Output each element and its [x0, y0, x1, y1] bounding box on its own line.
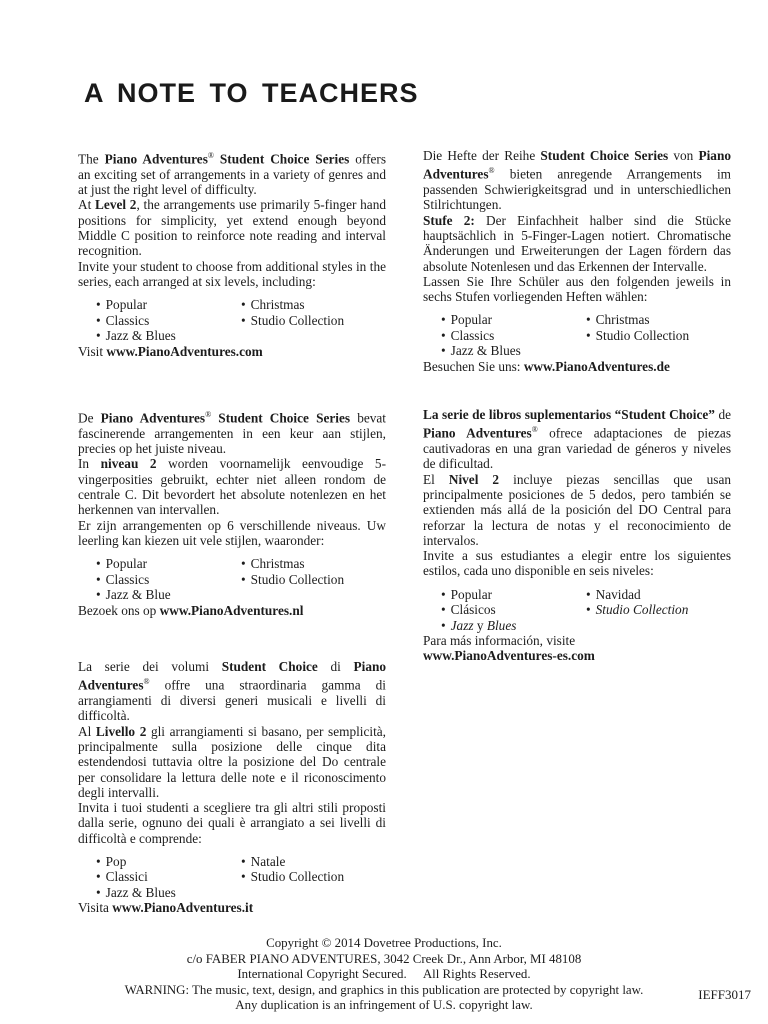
text-segment: , the arrangements use primarily 5-finger hand positions for simplicity, yet extend enough beyond Middle C position to reinforce note reading and interval recognition.: [78, 197, 386, 259]
list-item: [96, 854, 241, 870]
text-block-italian: [78, 659, 386, 916]
style-list: [96, 556, 386, 603]
list-item: [586, 602, 688, 618]
paragraph: [423, 633, 731, 664]
text-segment: worden voornamelijk eenvoudige 5-vingerposities gebruikt, echter niet alleen rondom de centrale C. Dit bevordert het absolute notenlezen en het herkennen van intervallen.: [78, 456, 386, 518]
text-segment: Level 2: [95, 197, 137, 213]
text-segment: Jazz: [450, 617, 474, 633]
list-item-label: Navidad: [595, 586, 641, 602]
text-segment: In: [78, 456, 101, 472]
list-item-label: Classics: [105, 312, 150, 328]
list-item: [441, 587, 586, 603]
text-segment: gli arrangiamenti si basano, per semplicità, principalmente sulla posizione delle cinque dita estendendosi tuttavia oltre la posizione del Do centrale per consolidare la lettura delle note e il riconoscimento degli intervalli.: [78, 723, 386, 800]
text-segment: Piano Adventures: [423, 425, 532, 441]
paragraph: [423, 148, 731, 213]
registered-trademark-mark: ®: [143, 677, 150, 687]
list-item-label: Popular: [450, 586, 493, 602]
text-segment: www.PianoAdventures.it: [112, 900, 254, 916]
text-segment: von: [668, 148, 699, 163]
bullet-icon: •: [586, 586, 591, 602]
list-item-label: Popular: [105, 297, 148, 313]
bullet-icon: •: [96, 869, 101, 885]
text-segment: www.PianoAdventures.de: [523, 358, 670, 374]
text-segment: niveau 2: [100, 456, 157, 472]
bullet-icon: •: [441, 312, 446, 328]
text-block-german: [423, 148, 731, 374]
paragraph: [78, 344, 386, 359]
bullet-icon: •: [241, 853, 246, 869]
text-segment: www.PianoAdventures.com: [106, 343, 263, 359]
list-item-label: Studio Collection: [250, 869, 345, 885]
list-item-label: Pop: [105, 853, 127, 869]
text-segment: Visit: [78, 343, 107, 359]
style-list: [441, 312, 731, 359]
bullet-icon: •: [96, 853, 101, 869]
list-column: [441, 312, 586, 359]
text-segment: De: [78, 410, 101, 426]
list-item: [241, 297, 344, 313]
list-item: [241, 854, 344, 870]
text-segment: Student Choice: [221, 659, 318, 674]
paragraph: [78, 259, 386, 290]
text-segment: At: [78, 197, 96, 213]
list-item-label: Studio Collection: [250, 312, 345, 328]
text-segment: www.PianoAdventures.nl: [159, 602, 304, 618]
text-segment: offers an exciting set of arrangements in a variety of genres and at just the right level of difficulty.: [78, 151, 387, 198]
text-segment: de: [714, 407, 731, 422]
text-segment: di: [317, 659, 354, 674]
registered-trademark-mark: ®: [531, 425, 538, 435]
text-segment: Piano Adventures: [423, 148, 731, 182]
paragraph: [423, 213, 731, 274]
text-block-spanish: [423, 407, 731, 664]
list-item-label: Natale: [250, 853, 286, 869]
paragraph: [78, 407, 386, 456]
text-segment: Al: [78, 723, 96, 739]
copyright-line: Copyright © 2014 Dovetree Productions, Inc.: [266, 936, 502, 950]
text-segment: Visita: [78, 900, 113, 916]
text-segment: Stufe 2:: [423, 212, 475, 228]
list-item: [441, 602, 586, 618]
list-item-label: Classics: [105, 571, 150, 587]
bullet-icon: •: [586, 312, 591, 328]
text-segment: incluye piezas sencillas que usan principalmente posiciones de 5 dedos, pero también se extienden más allá de la posición del DO Central para reforzar la lectura de notas y el reconocimiento de intervalos.: [423, 471, 731, 548]
text-segment: La serie de libros suplementarios “Student Choice”: [423, 407, 715, 422]
paragraph: [423, 359, 731, 374]
rights-line: International Copyright Secured. All Rights Reserved.: [237, 967, 531, 982]
text-segment: Para más información, visite: [423, 633, 576, 649]
list-item-label: Studio Collection: [595, 327, 690, 343]
list-item-label: [451, 618, 517, 633]
text-segment: Student Choice Series: [540, 148, 669, 163]
list-item: [96, 313, 241, 329]
list-item: [586, 328, 689, 344]
list-column: [241, 854, 344, 901]
text-segment: Piano Adventures: [104, 151, 208, 167]
style-list: [96, 854, 386, 901]
text-segment: Besuchen Sie uns:: [423, 358, 524, 374]
paragraph: [78, 659, 386, 724]
list-item: [96, 556, 241, 572]
text-segment: Blues: [486, 617, 517, 633]
bullet-icon: •: [96, 884, 101, 900]
text-segment: Lassen Sie Ihre Schüler aus den folgenden jeweils in sechs Stufen vorliegenden Heften wählen:: [423, 273, 731, 305]
style-list: [96, 297, 386, 344]
publisher-address-line: c/o FABER PIANO ADVENTURES, 3042 Creek Dr., Ann Arbor, MI 48108: [186, 951, 582, 966]
paragraph: [78, 900, 386, 915]
list-item: [586, 312, 689, 328]
text-segment: bevat fascinerende arrangementen in een keur aan stijlen, precies op het juiste niveau.: [78, 410, 386, 457]
text-segment: y: [473, 617, 487, 633]
list-column: [96, 556, 241, 603]
list-item: [96, 572, 241, 588]
paragraph: [78, 800, 386, 846]
paragraph: [78, 148, 386, 197]
text-segment: ofrece adaptaciones de piezas cautivadoras en una gran variedad de géneros y niveles de dificultad.: [423, 425, 731, 472]
list-item: [241, 869, 344, 885]
bullet-icon: •: [96, 571, 101, 587]
list-item-label: [596, 602, 689, 617]
list-item-label: Popular: [450, 312, 493, 328]
paragraph: [423, 407, 731, 472]
bullet-icon: •: [441, 586, 446, 602]
copyright-footer: [0, 936, 768, 1014]
list-column: [241, 297, 344, 344]
text-segment: Er zijn arrangementen op 6 verschillende niveaus. Uw leerling kan kiezen uit vele stijlen, waaronder:: [78, 517, 386, 548]
text-segment: Invita i tuoi studenti a scegliere tra gli altri stili proposti dalla serie, ognuno dei quali è arrangiato a sei livelli di difficoltà e comprende:: [78, 800, 386, 846]
bullet-icon: •: [441, 327, 446, 343]
text-block-english: [78, 148, 386, 359]
list-item-label: Classics: [450, 327, 495, 343]
list-column: [586, 587, 688, 634]
bullet-icon: •: [96, 587, 101, 603]
paragraph: [423, 548, 731, 579]
list-item-label: Jazz & Blue: [105, 587, 171, 603]
text-block-dutch: [78, 407, 386, 618]
bullet-icon: •: [96, 328, 101, 344]
list-item-label: Christmas: [250, 297, 305, 313]
paragraph: [78, 724, 386, 800]
list-column: [441, 587, 586, 634]
list-item: [96, 885, 241, 901]
list-item-label: Studio Collection: [250, 571, 345, 587]
list-item-label: Jazz & Blues: [105, 884, 176, 900]
text-segment: Student Choice Series: [211, 410, 351, 426]
list-item: [241, 313, 344, 329]
text-segment: Nivel 2: [448, 471, 500, 487]
list-item: [441, 618, 586, 634]
list-item-label: Clásicos: [450, 602, 496, 618]
paragraph: [78, 603, 386, 618]
bullet-icon: •: [441, 617, 446, 633]
duplication-line: Any duplication is an infringement of U.S. copyright law.: [235, 998, 533, 1013]
text-segment: El: [423, 471, 449, 487]
text-segment: Die Hefte der Reihe: [423, 148, 541, 163]
list-item: [96, 328, 241, 344]
bullet-icon: •: [241, 297, 246, 313]
paragraph: [78, 456, 386, 517]
text-segment: Invite a sus estudiantes a elegir entre los siguientes estilos, cada uno disponible en seis niveles:: [423, 548, 731, 579]
list-item-label: Popular: [105, 556, 148, 572]
page-title: A NOTE TO TEACHERS: [84, 78, 419, 108]
list-item: [241, 556, 344, 572]
list-item: [441, 312, 586, 328]
list-item: [441, 328, 586, 344]
product-code: IEFF3017: [698, 987, 751, 1002]
text-segment: Studio Collection: [595, 602, 689, 618]
bullet-icon: •: [241, 571, 246, 587]
bullet-icon: •: [586, 327, 591, 343]
list-item: [586, 587, 688, 603]
list-item-label: Christmas: [250, 556, 305, 572]
registered-trademark-mark: ®: [207, 151, 214, 160]
bullet-icon: •: [441, 343, 446, 359]
warning-line: WARNING: The music, text, design, and graphics in this publication are protected by copyright law.: [124, 982, 644, 997]
list-item-label: Classici: [105, 869, 148, 885]
bullet-icon: •: [241, 869, 246, 885]
style-list: [441, 587, 731, 634]
list-item-label: Jazz & Blues: [450, 343, 521, 359]
text-segment: www.PianoAdventures-es.com: [423, 648, 595, 664]
text-segment: Student Choice Series: [213, 151, 350, 167]
registered-trademark-mark: ®: [488, 166, 495, 176]
bullet-icon: •: [586, 602, 591, 618]
list-item-label: Christmas: [595, 312, 650, 328]
list-column: [241, 556, 344, 603]
text-segment: bieten anregende Arrangements im passenden Schwierigkeitsgrad und in unterschiedlichen Stilrichtungen.: [423, 166, 731, 213]
list-column: [96, 297, 241, 344]
text-segment: Bezoek ons op: [78, 602, 160, 618]
bullet-icon: •: [241, 312, 246, 328]
paragraph: [78, 518, 386, 549]
text-segment: The: [78, 151, 105, 167]
text-segment: Piano Adventures: [100, 410, 206, 426]
list-item-label: Jazz & Blues: [105, 328, 176, 344]
registered-trademark-mark: ®: [205, 410, 212, 419]
text-segment: offre una straordinaria gamma di arrangiamenti di diversi generi musicali e livelli di difficoltà.: [78, 677, 386, 724]
text-segment: La serie dei volumi: [78, 659, 222, 674]
paragraph: [78, 197, 386, 258]
text-segment: Piano Adventures: [78, 659, 387, 693]
bullet-icon: •: [96, 556, 101, 572]
paragraph: [423, 274, 731, 305]
text-segment: Invite your student to choose from additional styles in the series, each arranged at six levels, including:: [78, 258, 386, 289]
bullet-icon: •: [96, 312, 101, 328]
list-item: [441, 343, 586, 359]
text-segment: Der Einfachheit halber sind die Stücke hauptsächlich in 5-Finger-Lagen notiert. Chromatische Änderungen und Erweiterungen der Lagen fördern das absolute Notenlesen und das Erkennen der Intervalle.: [423, 212, 731, 274]
list-item: [96, 869, 241, 885]
text-segment: Livello 2: [95, 723, 147, 739]
list-column: [586, 312, 689, 359]
bullet-icon: •: [241, 556, 246, 572]
list-item: [241, 572, 344, 588]
bullet-icon: •: [96, 297, 101, 313]
list-item: [96, 587, 241, 603]
paragraph: [423, 472, 731, 548]
bullet-icon: •: [441, 602, 446, 618]
list-item: [96, 297, 241, 313]
list-column: [96, 854, 241, 901]
